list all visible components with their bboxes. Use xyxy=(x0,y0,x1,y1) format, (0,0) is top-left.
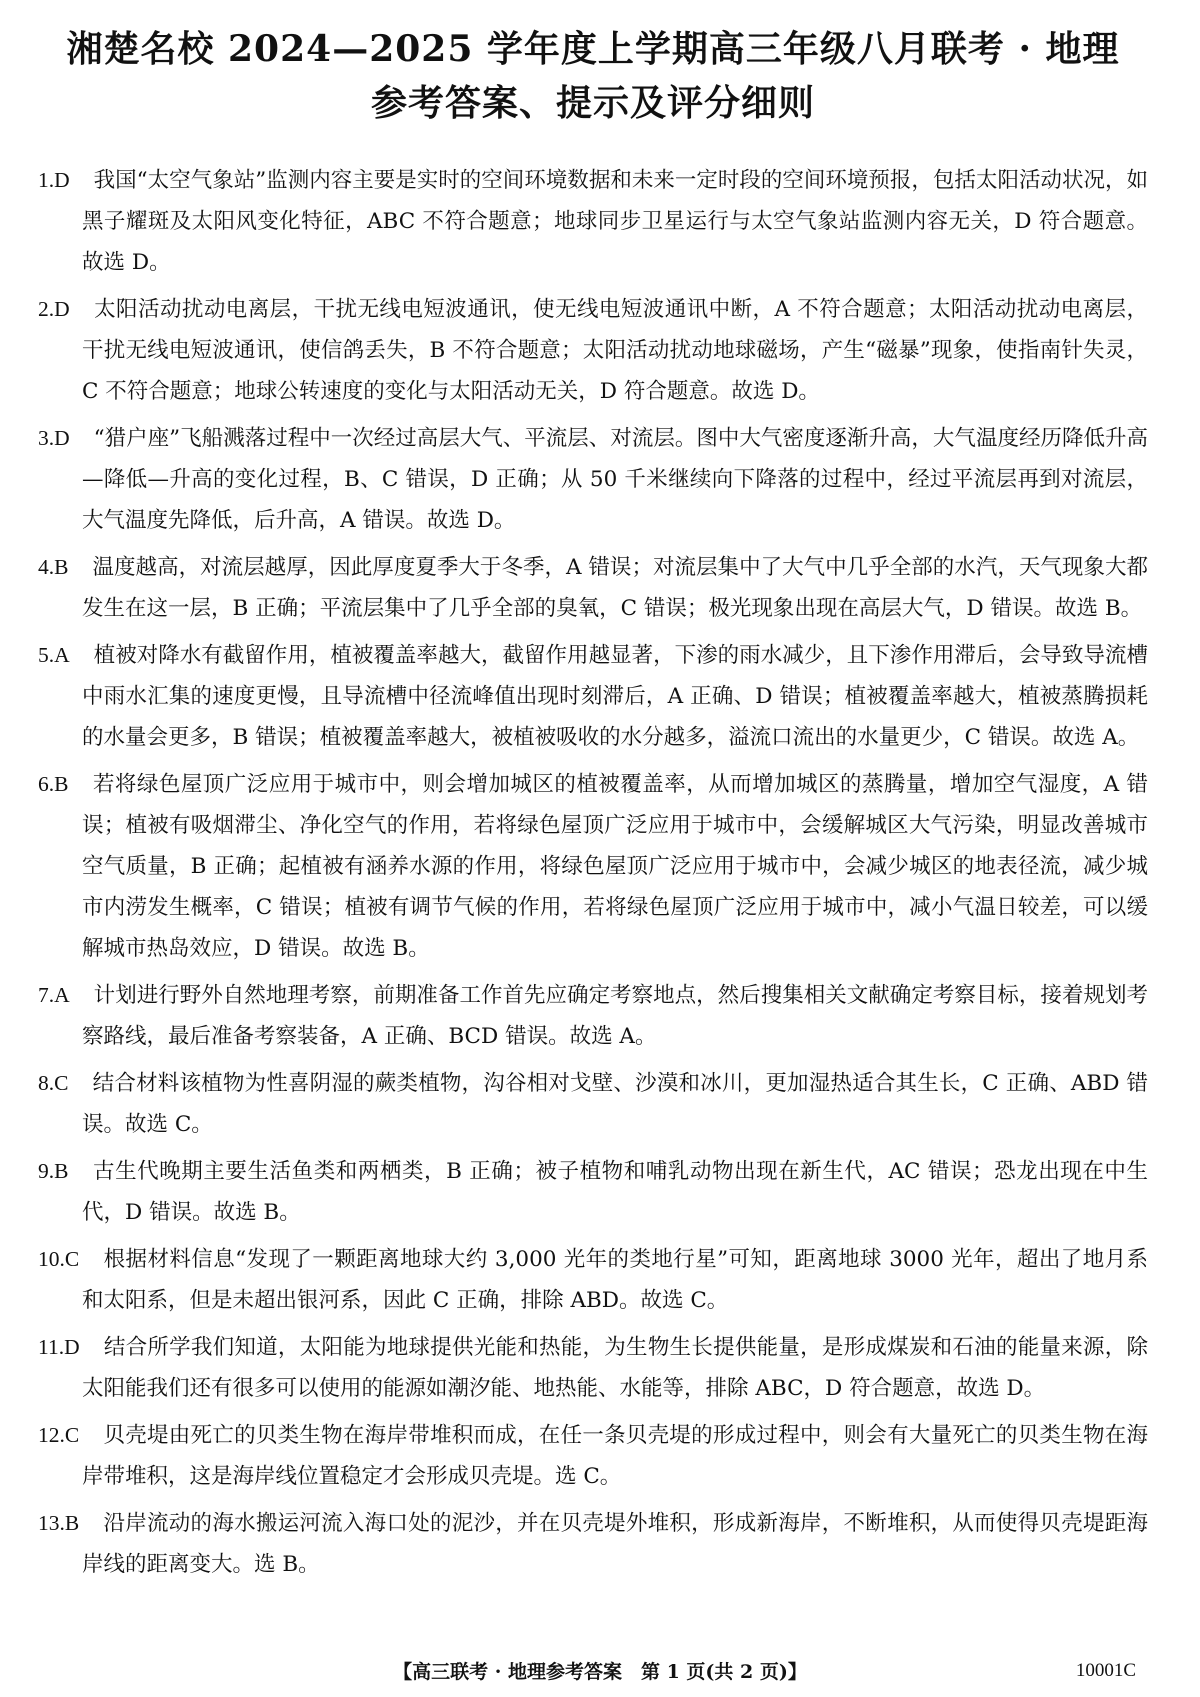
answer-item-11 xyxy=(38,1327,1148,1409)
answer-explanation: “猎户座”飞船溅落过程中一次经过高层大气、平流层、对流层。图中大气密度逐渐升高，大气温度经历降低升高—降低—升高的变化过程，B、C 错误，D 正确；从 50 千米继续向下降落的过程中，经过平流层再到对流层，大气温度先降低，后升高，A 错误。故选 D。 xyxy=(82,426,1148,533)
answer-explanation: 沿岸流动的海水搬运河流入海口处的泥沙，并在贝壳堤外堆积，形成新海岸，不断堆积，从而使得贝壳堤距海岸线的距离变大。选 B。 xyxy=(82,1511,1148,1577)
answer-letter: D xyxy=(64,1335,80,1359)
answer-list xyxy=(38,160,1148,1585)
question-number: 13. xyxy=(38,1511,65,1535)
question-number: 10. xyxy=(38,1247,65,1271)
answer-letter: C xyxy=(64,1247,80,1271)
answer-letter: B xyxy=(54,1159,69,1183)
answer-letter: D xyxy=(54,426,70,450)
answer-explanation: 结合所学我们知道，太阳能为地球提供光能和热能，为生物生长提供能量，是形成煤炭和石油的能量来源，除太阳能我们还有很多可以使用的能源如潮汐能、地热能、水能等，排除 ABC，D 符合题意，故选 D。 xyxy=(82,1335,1148,1401)
answer-item-7 xyxy=(38,975,1148,1057)
answer-letter: B xyxy=(54,772,69,796)
answer-letter: D xyxy=(54,297,70,321)
answer-item-4 xyxy=(38,547,1148,629)
question-number: 11. xyxy=(38,1335,65,1359)
answer-item-9 xyxy=(38,1151,1148,1233)
answer-item-12 xyxy=(38,1415,1148,1497)
answer-letter: C xyxy=(54,1071,69,1095)
question-number: 8. xyxy=(38,1071,55,1095)
answer-item-5 xyxy=(38,635,1148,758)
answer-letter: C xyxy=(64,1423,80,1447)
answer-item-10 xyxy=(38,1239,1148,1321)
answer-item-13 xyxy=(38,1503,1148,1585)
answer-explanation: 古生代晚期主要生活鱼类和两栖类，B 正确；被子植物和哺乳动物出现在新生代，AC 错误；恐龙出现在中生代，D 错误。故选 B。 xyxy=(82,1159,1148,1225)
answer-letter: B xyxy=(54,555,69,579)
answer-explanation: 计划进行野外自然地理考察，前期准备工作首先应确定考察地点，然后搜集相关文献确定考察目标，接着规划考察路线，最后准备考察装备，A 正确、BCD 错误。故选 A。 xyxy=(82,983,1148,1049)
answer-explanation: 温度越高，对流层越厚，因此厚度夏季大于冬季，A 错误；对流层集中了大气中几乎全部的水汽，天气现象大都发生在这一层，B 正确；平流层集中了几乎全部的臭氧，C 错误；极光现象出现在高层大气，D 错误。故选 B。 xyxy=(82,555,1148,621)
answer-item-3 xyxy=(38,418,1148,541)
question-number: 1. xyxy=(38,168,55,192)
answer-item-2 xyxy=(38,289,1148,412)
answer-item-6 xyxy=(38,764,1148,969)
answer-item-8 xyxy=(38,1063,1148,1145)
question-number: 4. xyxy=(38,555,55,579)
question-number: 5. xyxy=(38,643,55,667)
answer-explanation: 若将绿色屋顶广泛应用于城市中，则会增加城区的植被覆盖率，从而增加城区的蒸腾量，增加空气湿度，A 错误；植被有吸烟滞尘、净化空气的作用，若将绿色屋顶广泛应用于城市中，会缓解城区大气污染，明显改善城市空气质量，B 正确；起植被有涵养水源的作用，将绿色屋顶广泛应用于城市中，会减少城区的地表径流，减少城市内涝发生概率，C 错误；植被有调节气候的作用，若将绿色屋顶广泛应用于城市中，减小气温日较差，可以缓解城市热岛效应，D 错误。故选 B。 xyxy=(82,772,1148,961)
answer-explanation: 结合材料该植物为性喜阴湿的蕨类植物，沟谷相对戈壁、沙漠和冰川，更加湿热适合其生长，C 正确、ABD 错误。故选 C。 xyxy=(82,1071,1148,1137)
answer-letter: A xyxy=(54,983,70,1007)
page-footer: 【高三联考 · 地理参考答案 第 1 页(共 2 页)】 xyxy=(393,1661,807,1683)
page-title xyxy=(38,22,1148,130)
answer-letter: B xyxy=(64,1511,80,1535)
question-number: 3. xyxy=(38,426,55,450)
answer-letter: A xyxy=(54,643,70,667)
document-code: 10001C xyxy=(1075,1660,1136,1681)
answer-letter: D xyxy=(54,168,70,192)
question-number: 2. xyxy=(38,297,55,321)
answer-explanation: 我国“太空气象站”监测内容主要是实时的空间环境数据和未来一定时段的空间环境预报，包括太阳活动状况，如黑子耀斑及太阳风变化特征，ABC 不符合题意；地球同步卫星运行与太空气象站监测内容无关，D 符合题意。故选 D。 xyxy=(82,168,1148,275)
answer-explanation: 贝壳堤由死亡的贝类生物在海岸带堆积而成，在任一条贝壳堤的形成过程中，则会有大量死亡的贝类生物在海岸带堆积，这是海岸线位置稳定才会形成贝壳堤。选 C。 xyxy=(82,1423,1148,1489)
answer-explanation: 植被对降水有截留作用，植被覆盖率越大，截留作用越显著，下渗的雨水减少，且下渗作用滞后，会导致导流槽中雨水汇集的速度更慢，且导流槽中径流峰值出现时刻滞后，A 正确、D 错误；植被覆盖率越大，植被蒸腾损耗的水量会更多，B 错误；植被覆盖率越大，被植被吸收的水分越多，溢流口流出的水量更少，C 错误。故选 A。 xyxy=(82,643,1148,750)
question-number: 12. xyxy=(38,1423,65,1447)
answer-item-1 xyxy=(38,160,1148,283)
title-line-1: 湘楚名校 2024—2025 学年度上学期高三年级八月联考 · 地理 xyxy=(66,28,1120,70)
question-number: 9. xyxy=(38,1159,55,1183)
title-line-2: 参考答案、提示及评分细则 xyxy=(370,82,815,124)
question-number: 6. xyxy=(38,772,55,796)
answer-explanation: 根据材料信息“发现了一颗距离地球大约 3,000 光年的类地行星”可知，距离地球 3000 光年，超出了地月系和太阳系，但是未超出银河系，因此 C 正确，排除 ABD。故选 C。 xyxy=(82,1247,1148,1313)
answer-explanation: 太阳活动扰动电离层，干扰无线电短波通讯，使无线电短波通讯中断，A 不符合题意；太阳活动扰动电离层，干扰无线电短波通讯，使信鸽丢失，B 不符合题意；太阳活动扰动地球磁场，产生“磁暴”现象，使指南针失灵，C 不符合题意；地球公转速度的变化与太阳活动无关，D 符合题意。故选 D。 xyxy=(82,297,1148,404)
question-number: 7. xyxy=(38,983,55,1007)
